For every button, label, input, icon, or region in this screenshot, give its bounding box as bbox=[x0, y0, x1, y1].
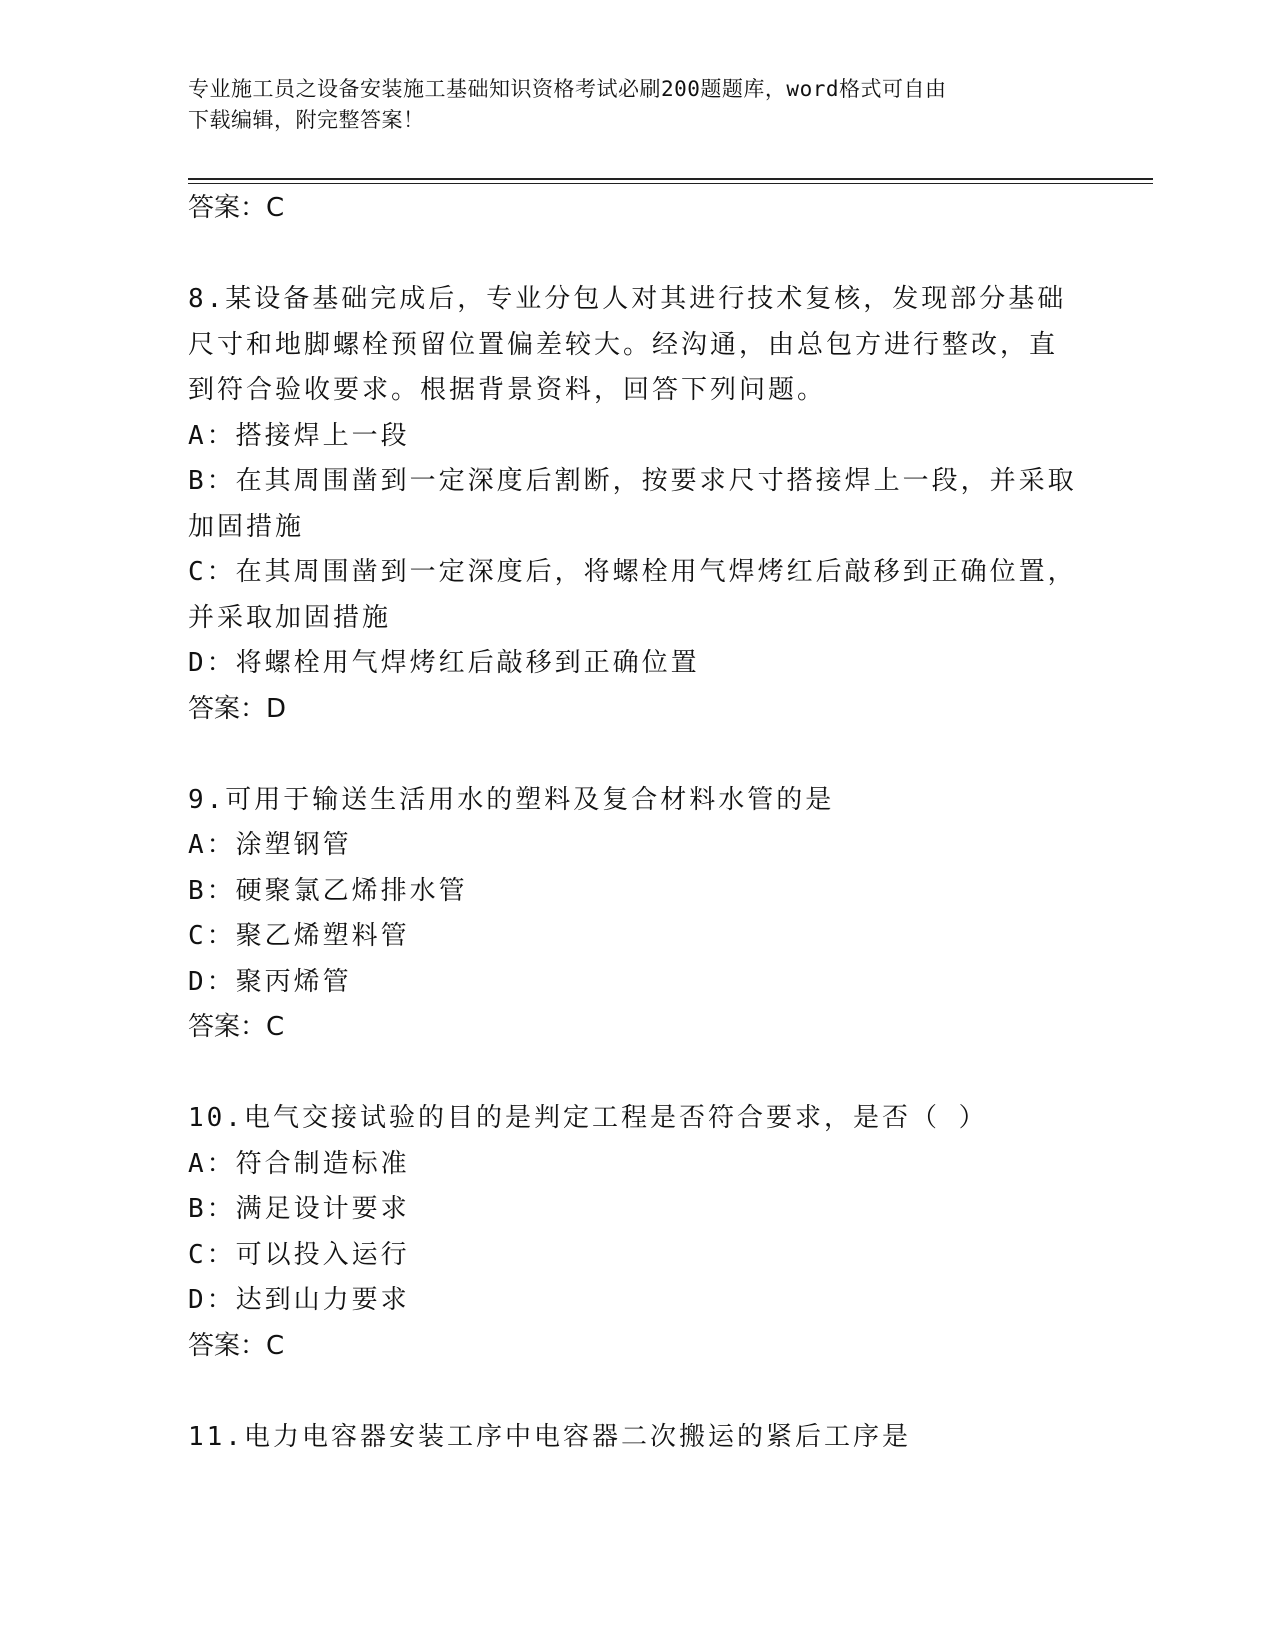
question-8-option-a: A：搭接焊上一段 bbox=[188, 420, 410, 451]
question-8-option-c-line-2: 并采取加固措施 bbox=[188, 602, 392, 633]
question-9-answer: 答案：C bbox=[188, 1012, 285, 1042]
question-8-option-b-line-2: 加固措施 bbox=[188, 511, 305, 542]
document-body bbox=[188, 186, 1088, 1460]
question-9-option-a: A：涂塑钢管 bbox=[188, 830, 352, 860]
question-11 bbox=[188, 1415, 1088, 1461]
question-8-option-c-line-1: C：在其周围凿到一定深度后，将螺栓用气焊烤红后敲移到正确位置， bbox=[188, 557, 1077, 587]
question-9-option-c: C：聚乙烯塑料管 bbox=[188, 921, 410, 951]
spacer bbox=[188, 732, 1088, 778]
question-9-option-d: D：聚丙烯管 bbox=[188, 966, 352, 997]
question-10-answer: 答案：C bbox=[188, 1330, 285, 1361]
question-8-option-d: D：将螺栓用气焊烤红后敲移到正确位置 bbox=[188, 648, 700, 678]
question-10 bbox=[188, 1096, 1088, 1369]
question-8 bbox=[188, 277, 1088, 732]
question-8-stem-line-3: 到符合验收要求。根据背景资料，回答下列问题。 bbox=[188, 375, 827, 405]
header-line-1: 专业施工员之设备安装施工基础知识资格考试必刷200题题库，word格式可自由 bbox=[188, 77, 947, 101]
question-10-option-b: B：满足设计要求 bbox=[188, 1194, 410, 1224]
question-8-answer: 答案：D bbox=[188, 693, 287, 724]
question-10-option-d: D：达到山力要求 bbox=[188, 1285, 410, 1315]
header-divider-thick bbox=[188, 178, 1153, 180]
header-line-2: 下载编辑，附完整答案！ bbox=[188, 108, 425, 132]
spacer bbox=[188, 1051, 1088, 1097]
previous-answer: 答案：C bbox=[188, 193, 285, 223]
question-8-stem-line-1: 8.某设备基础完成后，专业分包人对其进行技术复核，发现部分基础 bbox=[188, 284, 1067, 314]
question-8-stem-line-2: 尺寸和地脚螺栓预留位置偏差较大。经沟通，由总包方进行整改，直 bbox=[188, 329, 1059, 360]
question-10-stem: 10.电气交接试验的目的是判定工程是否符合要求，是否（ ） bbox=[188, 1103, 988, 1133]
question-10-option-a: A：符合制造标准 bbox=[188, 1148, 410, 1179]
question-11-stem: 11.电力电容器安装工序中电容器二次搬运的紧后工序是 bbox=[188, 1421, 911, 1452]
question-9-option-b: B：硬聚氯乙烯排水管 bbox=[188, 875, 468, 906]
question-10-option-c: C：可以投入运行 bbox=[188, 1239, 410, 1270]
spacer bbox=[188, 232, 1088, 278]
header-divider-thin bbox=[188, 183, 1153, 184]
question-8-option-b-line-1: B：在其周围凿到一定深度后割断，按要求尺寸搭接焊上一段，并采取 bbox=[188, 466, 1077, 496]
spacer bbox=[188, 1369, 1088, 1415]
document-header bbox=[188, 74, 1088, 136]
question-9-stem: 9.可用于输送生活用水的塑料及复合材料水管的是 bbox=[188, 784, 835, 815]
question-9 bbox=[188, 778, 1088, 1051]
